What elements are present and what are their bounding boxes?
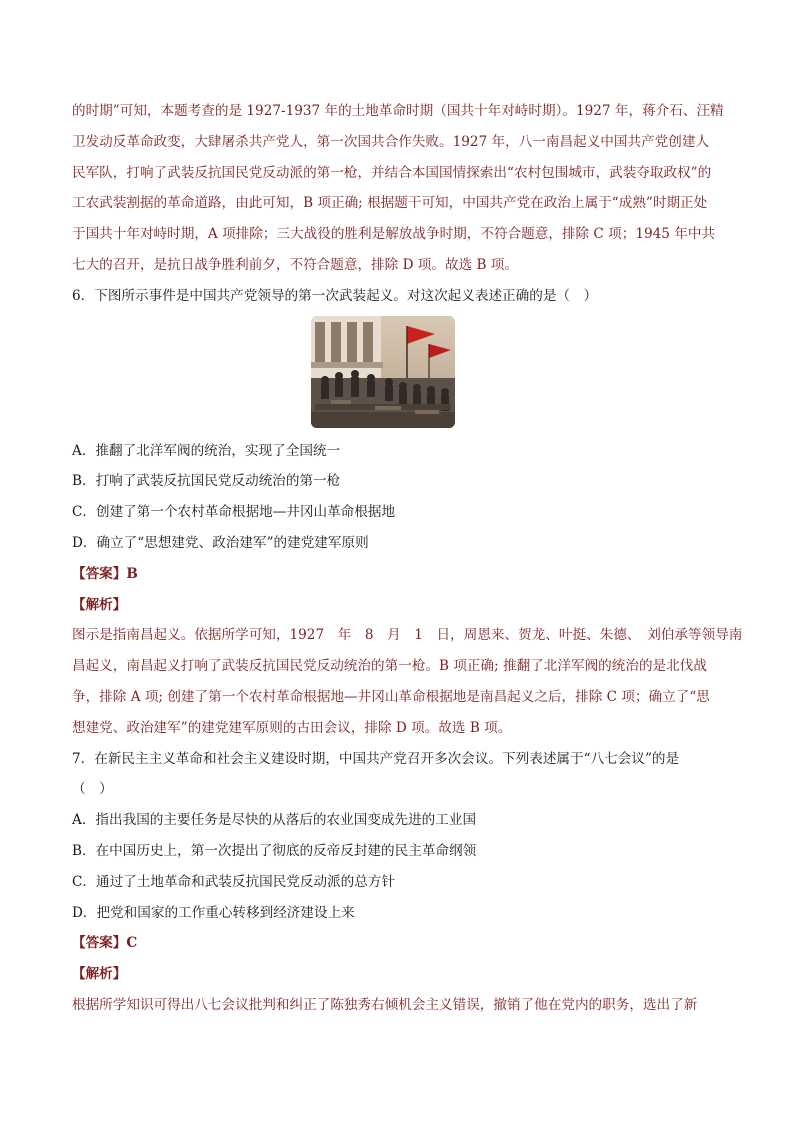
text-line: 争，排除 A 项; 创建了第一个农村革命根据地—井冈山革命根据地是南昌起义之后，排除 C 项；确立了“思 <box>72 688 710 705</box>
text-line: C．通过了土地革命和武装反抗国民党反动派的总方针 <box>72 873 396 890</box>
text-line: B．在中国历史上，第一次提出了彻底的反帝反封建的民主革命纲领 <box>72 842 477 859</box>
text-line: 想建党、政治建军”的建党建军原则的古田会议，排除 D 项。故选 B 项。 <box>72 719 512 736</box>
text-line: A．推翻了北洋军阀的统治，实现了全国统一 <box>72 442 341 459</box>
text-line: D．确立了“思想建党、政治建军”的建党建军原则 <box>72 534 369 551</box>
text-line: 昌起义，南昌起义打响了武装反抗国民党反动统治的第一枪。B 项正确; 推翻了北洋军阀的统治的是北伐战 <box>72 658 707 675</box>
text-line: （ ） <box>72 781 113 798</box>
text-line: D．把党和国家的工作重心转移到经济建设上来 <box>72 904 355 921</box>
text-line: 7．在新民主主义革命和社会主义建设时期，中国共产党召开多次会议。下列表述属于“八七会议”的是 <box>72 750 680 767</box>
text-line: 【答案】C <box>72 935 138 952</box>
text-line: 于国共十年对峙时期，A 项排除；三大战役的胜利是解放战争时期，不符合题意，排除 C 项；1945 年中共 <box>72 226 716 243</box>
text-line: 【解析】 <box>72 596 127 613</box>
text-line: 工农武装割据的革命道路，由此可知，B 项正确; 根据题干可知，中国共产党在政治上属于“成熟”时期正处 <box>72 195 708 212</box>
text-line: A．指出我国的主要任务是尽快的从落后的农业国变成先进的工业国 <box>72 812 477 829</box>
text-line: 民军队，打响了武装反抗国民党反动派的第一枪，并结合本国国情探索出“农村包围城市，武装夺取政权”的 <box>72 164 712 181</box>
text-line: 的时期”可知，本题考查的是 1927-1937 年的土地革命时期（国共十年对峙时期）。1927 年，蒋介石、汪精 <box>72 103 724 119</box>
text-line: 根据所学知识可得出八七会议批判和纠正了陈独秀右倾机会主义错误，撤销了他在党内的职务，选出了新 <box>72 996 698 1013</box>
figure-container <box>72 312 724 436</box>
text-line: 卫发动反革命政变，大肆屠杀共产党人，第一次国共合作失败。1927 年，八一南昌起义中国共产党创建人 <box>72 133 710 150</box>
text-line: 七大的召开，是抗日战争胜利前夕，不符合题意，排除 D 项。故选 B 项。 <box>72 256 518 273</box>
text-line: 图示是指南昌起义。依据所学可知，1927 年 8 月 1 日，周恩来、贺龙、叶挺、朱德、 刘伯承等领导南 <box>72 627 743 644</box>
text-line: B．打响了武装反抗国民党反动统治的第一枪 <box>72 473 341 490</box>
nanchang-uprising-painting <box>311 316 455 428</box>
text-line: 6．下图所示事件是中国共产党领导的第一次武装起义。对这次起义表述正确的是（ ） <box>72 287 598 304</box>
text-line: C．创建了第一个农村革命根据地—井冈山革命根据地 <box>72 504 396 521</box>
text-line: 【答案】B <box>72 565 138 582</box>
text-line: 【解析】 <box>72 966 127 983</box>
document-page <box>72 96 743 1021</box>
